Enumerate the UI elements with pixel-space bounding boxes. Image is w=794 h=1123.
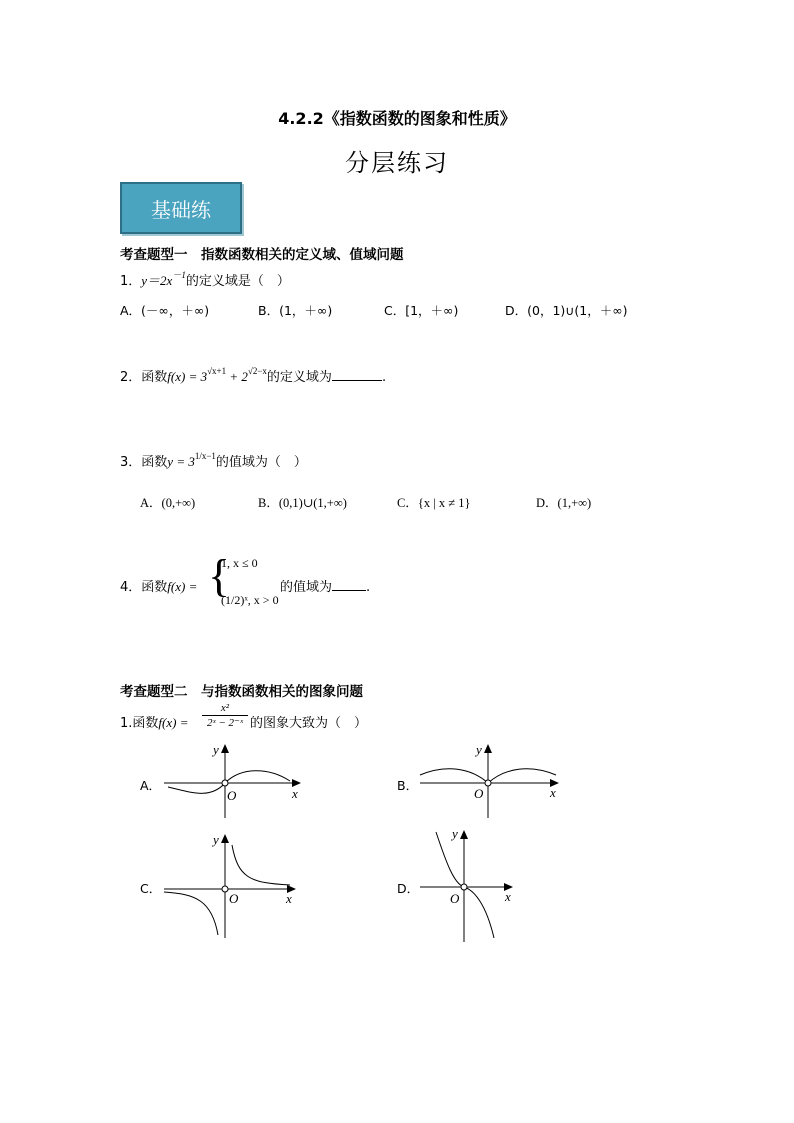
fraction-denominator: 2ˣ − 2⁻ˣ xyxy=(207,717,243,729)
math-expression: + 2 xyxy=(226,369,248,384)
y-axis-label: y xyxy=(213,742,219,757)
q1-option-c: C．[1，＋∞) xyxy=(384,303,459,318)
question-4-tail xyxy=(280,576,370,595)
origin-label: O xyxy=(450,891,460,906)
question-lead: 函数 xyxy=(132,716,159,731)
math-expression: f(x) = xyxy=(167,579,198,594)
piecewise-brace: { xyxy=(208,550,231,601)
q3-option-d: D．(1,+∞) xyxy=(536,496,592,510)
question-tail: 的定义域是（ ） xyxy=(185,274,290,289)
question-lead: 函数 xyxy=(141,370,168,385)
question-tail: 的定义域为 xyxy=(266,370,332,385)
graph-c-label: C． xyxy=(140,881,162,896)
math-exponent: 1/x−1 xyxy=(194,451,216,461)
graph-a-label: A． xyxy=(140,778,162,793)
origin-label: O xyxy=(474,786,484,801)
question-lead: 函数 xyxy=(141,455,168,470)
math-expression: y = 3 xyxy=(167,454,195,469)
question-lead: 函数 xyxy=(141,580,168,595)
q3-option-b: B．(0,1)∪(1,+∞) xyxy=(258,496,347,510)
question-end: . xyxy=(381,370,387,385)
graph-d xyxy=(416,824,526,944)
question-1 xyxy=(120,268,290,289)
question-end: . xyxy=(366,580,371,595)
document-subtitle: 分层练习 xyxy=(345,149,449,177)
y-axis-label: y xyxy=(213,832,219,847)
math-expression: f(x) = 3 xyxy=(167,369,208,384)
question-tail: 的值域为（ ） xyxy=(215,455,307,470)
math-expression: y＝2x xyxy=(141,273,173,288)
question-tail: 的值域为 xyxy=(280,580,333,595)
math-exponent: √2−x xyxy=(247,366,267,376)
q1-option-a: A．(－∞，＋∞) xyxy=(120,303,210,318)
graph-c xyxy=(160,828,310,940)
origin-label: O xyxy=(229,891,239,906)
question-number: 3． xyxy=(120,455,142,470)
question-number: 1. xyxy=(120,716,133,731)
origin-label: O xyxy=(227,788,237,803)
graph-b-label: B． xyxy=(397,778,419,793)
question-number: 4． xyxy=(120,580,142,595)
q3-option-c: C．{x | x ≠ 1} xyxy=(397,496,471,510)
graph-a xyxy=(160,740,310,820)
graph-b xyxy=(416,740,566,820)
x-axis-label: x xyxy=(292,786,298,801)
y-axis-label: y xyxy=(476,742,482,757)
answer-blank[interactable] xyxy=(332,368,382,381)
question-5 xyxy=(120,712,188,731)
question-number: 1． xyxy=(120,274,142,289)
q1-option-d: D．(0，1)∪(1，＋∞) xyxy=(505,303,628,318)
x-axis-label: x xyxy=(286,891,292,906)
x-axis-label: x xyxy=(550,785,556,800)
answer-blank[interactable] xyxy=(332,578,366,591)
level-badge: 基础练 xyxy=(120,182,242,234)
question-4 xyxy=(120,576,197,595)
piecewise-case-1: 1, x ≤ 0 xyxy=(221,556,258,570)
q1-option-b: B．(1，＋∞) xyxy=(258,303,333,318)
math-exponent: －1 xyxy=(172,270,186,280)
graph-d-label: D． xyxy=(397,881,420,896)
question-3 xyxy=(120,451,307,470)
fraction xyxy=(202,702,248,729)
piecewise-case-2: (1/2)ˣ, x > 0 xyxy=(221,593,279,607)
section2-title: 考查题型二 与指数函数相关的图象问题 xyxy=(120,684,363,700)
question-number: 2． xyxy=(120,370,142,385)
fraction-numerator: x² xyxy=(202,702,248,716)
x-axis-label: x xyxy=(505,889,511,904)
math-exponent: √x+1 xyxy=(207,366,227,376)
q3-option-a: A．(0,+∞) xyxy=(140,496,196,510)
section1-title: 考查题型一 指数函数相关的定义域、值域问题 xyxy=(120,247,404,263)
document-title: 4.2.2《指数函数的图象和性质》 xyxy=(278,109,516,128)
math-expression: f(x) = xyxy=(158,715,189,730)
question-5-tail: 的图象大致为（ ） xyxy=(250,716,368,731)
question-2 xyxy=(120,366,386,385)
y-axis-label: y xyxy=(452,826,458,841)
